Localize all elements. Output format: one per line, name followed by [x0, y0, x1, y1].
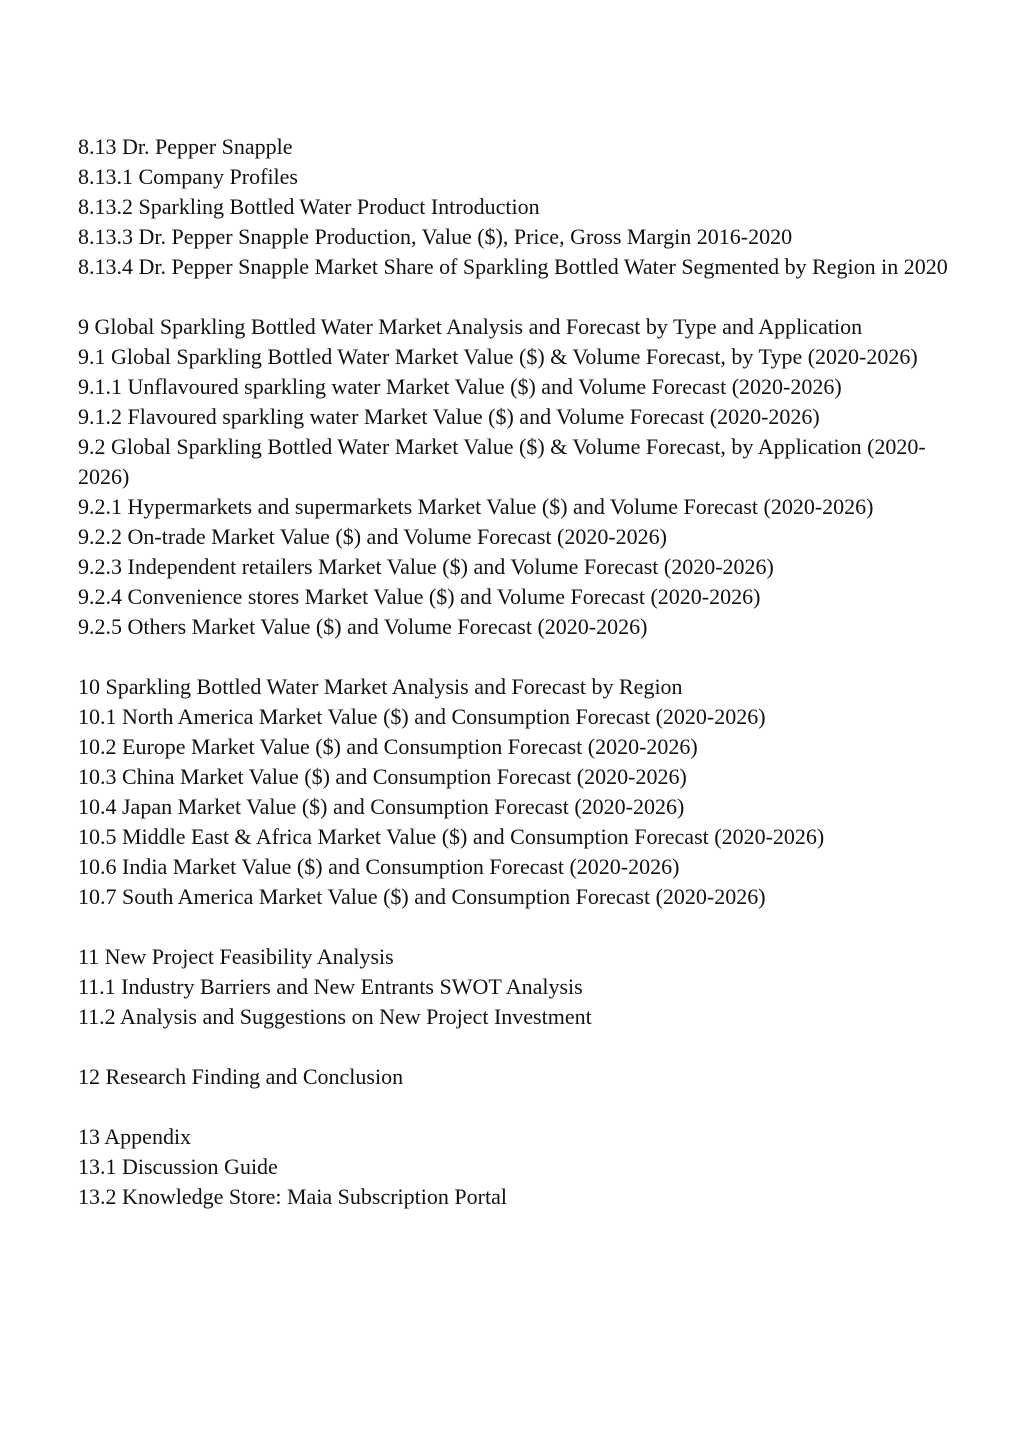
toc-entry: 9.2.2 On-trade Market Value ($) and Volume Forecast (2020-2026)	[78, 524, 667, 549]
toc-section-8-13	[78, 132, 958, 282]
toc-entry: 9.2.5 Others Market Value ($) and Volume Forecast (2020-2026)	[78, 614, 648, 639]
toc-entry: 8.13.4 Dr. Pepper Snapple Market Share of Sparkling Bottled Water Segmented by Region in 2020	[78, 254, 948, 279]
toc-section-13	[78, 1122, 958, 1212]
toc-entry: 9.2.3 Independent retailers Market Value ($) and Volume Forecast (2020-2026)	[78, 554, 774, 579]
toc-entry: 10.4 Japan Market Value ($) and Consumption Forecast (2020-2026)	[78, 794, 685, 819]
toc-entry: 8.13.1 Company Profiles	[78, 164, 298, 189]
toc-entry: 12 Research Finding and Conclusion	[78, 1064, 404, 1089]
toc-section-12	[78, 1062, 958, 1092]
toc-entry: 13 Appendix	[78, 1124, 192, 1149]
toc-section-10	[78, 672, 958, 912]
toc-section-11	[78, 942, 958, 1032]
toc-entry: 13.1 Discussion Guide	[78, 1154, 278, 1179]
toc-entry: 10.7 South America Market Value ($) and Consumption Forecast (2020-2026)	[78, 884, 766, 909]
toc-entry: 8.13 Dr. Pepper Snapple	[78, 134, 293, 159]
toc-entry: 11 New Project Feasibility Analysis	[78, 944, 394, 969]
table-of-contents	[78, 132, 958, 1242]
toc-entry: 9.2.1 Hypermarkets and supermarkets Market Value ($) and Volume Forecast (2020-2026)	[78, 494, 874, 519]
toc-entry: 11.2 Analysis and Suggestions on New Project Investment	[78, 1004, 592, 1029]
toc-section-9	[78, 312, 958, 642]
toc-entry: 9.1.1 Unflavoured sparkling water Market Value ($) and Volume Forecast (2020-2026)	[78, 374, 842, 399]
toc-entry: 10.5 Middle East & Africa Market Value ($) and Consumption Forecast (2020-2026)	[78, 824, 825, 849]
toc-entry: 9.2.4 Convenience stores Market Value ($) and Volume Forecast (2020-2026)	[78, 584, 761, 609]
toc-entry: 10.6 India Market Value ($) and Consumption Forecast (2020-2026)	[78, 854, 680, 879]
toc-entry: 9.1.2 Flavoured sparkling water Market Value ($) and Volume Forecast (2020-2026)	[78, 404, 820, 429]
toc-entry: 9 Global Sparkling Bottled Water Market Analysis and Forecast by Type and Application	[78, 314, 863, 339]
toc-entry: 9.2 Global Sparkling Bottled Water Market Value ($) & Volume Forecast, by Application (2020-2026)	[78, 434, 926, 489]
toc-entry: 10.3 China Market Value ($) and Consumption Forecast (2020-2026)	[78, 764, 687, 789]
toc-entry: 10.2 Europe Market Value ($) and Consumption Forecast (2020-2026)	[78, 734, 698, 759]
toc-entry: 11.1 Industry Barriers and New Entrants SWOT Analysis	[78, 974, 583, 999]
toc-entry: 8.13.3 Dr. Pepper Snapple Production, Value ($), Price, Gross Margin 2016-2020	[78, 224, 793, 249]
toc-entry: 8.13.2 Sparkling Bottled Water Product Introduction	[78, 194, 540, 219]
toc-entry: 10.1 North America Market Value ($) and Consumption Forecast (2020-2026)	[78, 704, 766, 729]
toc-entry: 10 Sparkling Bottled Water Market Analysis and Forecast by Region	[78, 674, 683, 699]
toc-entry: 9.1 Global Sparkling Bottled Water Market Value ($) & Volume Forecast, by Type (2020-2026)	[78, 344, 918, 369]
toc-entry: 13.2 Knowledge Store: Maia Subscription Portal	[78, 1184, 507, 1209]
